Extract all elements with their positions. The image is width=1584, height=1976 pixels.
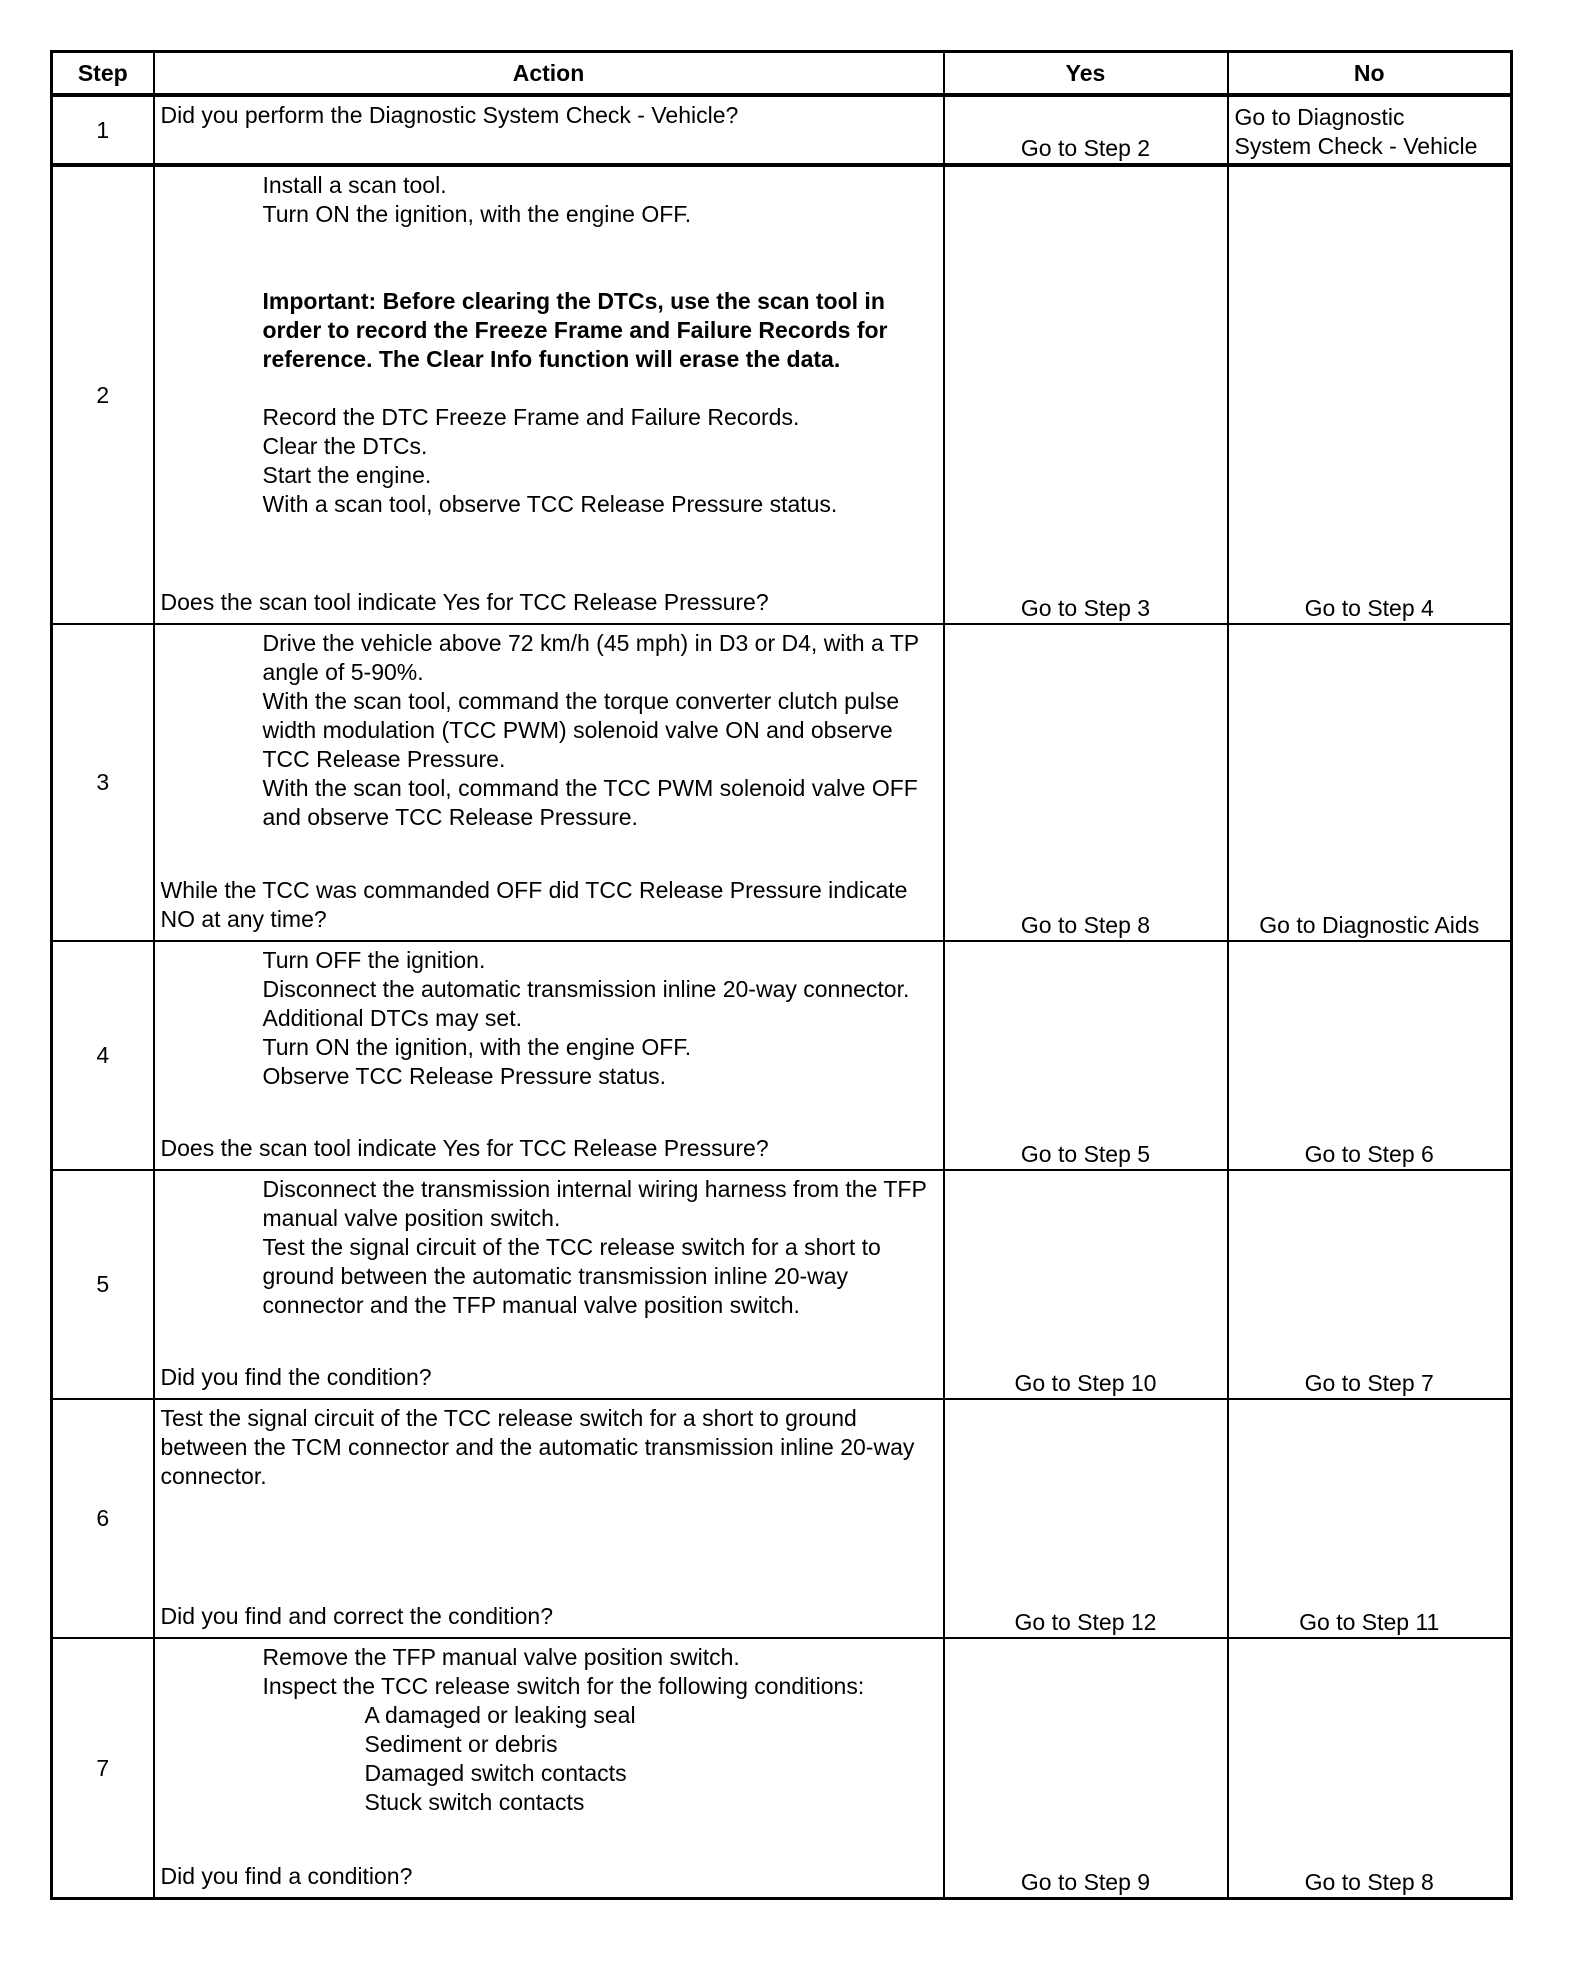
question-text: Does the scan tool indicate Yes for TCC Release Pressure? bbox=[160, 589, 769, 615]
step-number: 4 bbox=[52, 941, 154, 1170]
instruction-text: Test the signal circuit of the TCC release switch for a short to ground between the TCM connector and the automatic transmission inline 20-way connector. bbox=[160, 1405, 915, 1489]
no-cell: Go to Step 6 bbox=[1228, 941, 1512, 1170]
instruction-text: Test the signal circuit of the TCC release switch for a short to ground between the automatic transmission inline 20-way connector and the TFP manual valve position switch. bbox=[262, 1234, 881, 1318]
header-action: Action bbox=[154, 52, 944, 96]
header-row bbox=[52, 52, 1512, 96]
instruction-text: With a scan tool, observe TCC Release Pressure status. bbox=[262, 491, 838, 517]
instruction-text: Start the engine. bbox=[262, 462, 432, 488]
yes-cell: Go to Step 3 bbox=[944, 165, 1228, 624]
instruction-text: Drive the vehicle above 72 km/h (45 mph) in D3 or D4, with a TP angle of 5-90%. bbox=[262, 630, 919, 685]
question-text: Did you find and correct the condition? bbox=[160, 1603, 554, 1629]
yes-cell: Go to Step 9 bbox=[944, 1638, 1228, 1899]
instruction-text: Install a scan tool. bbox=[262, 172, 447, 198]
step-number: 6 bbox=[52, 1399, 154, 1638]
instruction-text: Observe TCC Release Pressure status. bbox=[262, 1063, 667, 1089]
instruction-text: Turn ON the ignition, with the engine OFF. bbox=[262, 201, 692, 227]
action-cell bbox=[154, 165, 944, 624]
no-cell: Go to Step 7 bbox=[1228, 1170, 1512, 1399]
condition-item: Damaged switch contacts bbox=[364, 1760, 627, 1786]
instruction-text: Turn ON the ignition, with the engine OFF. bbox=[262, 1034, 692, 1060]
table-row bbox=[52, 941, 1512, 1170]
question-text: Does the scan tool indicate Yes for TCC Release Pressure? bbox=[160, 1135, 769, 1161]
yes-cell: Go to Step 8 bbox=[944, 624, 1228, 941]
no-cell bbox=[1228, 95, 1512, 165]
action-cell bbox=[154, 941, 944, 1170]
instruction-text: Disconnect the automatic transmission inline 20-way connector. Additional DTCs may set. bbox=[262, 976, 910, 1031]
no-cell: Go to Step 11 bbox=[1228, 1399, 1512, 1638]
action-cell bbox=[154, 1399, 944, 1638]
header-step: Step bbox=[52, 52, 154, 96]
action-cell bbox=[154, 1170, 944, 1399]
question-text: Did you find the condition? bbox=[160, 1364, 432, 1390]
step-number: 5 bbox=[52, 1170, 154, 1399]
instruction-text: Turn OFF the ignition. bbox=[262, 947, 486, 973]
step-number: 2 bbox=[52, 165, 154, 624]
table-row bbox=[52, 624, 1512, 941]
no-cell: Go to Step 4 bbox=[1228, 165, 1512, 624]
no-cell: Go to Step 8 bbox=[1228, 1638, 1512, 1899]
question-text: Did you find a condition? bbox=[160, 1863, 413, 1889]
condition-item: Sediment or debris bbox=[364, 1731, 558, 1757]
table-row bbox=[52, 1638, 1512, 1899]
no-line-1: Go to Diagnostic bbox=[1234, 104, 1405, 130]
diagnostic-table bbox=[50, 50, 1513, 1900]
question-text: While the TCC was commanded OFF did TCC Release Pressure indicate NO at any time? bbox=[160, 877, 908, 932]
instruction-text: Inspect the TCC release switch for the following conditions: bbox=[262, 1673, 865, 1699]
table-row bbox=[52, 1170, 1512, 1399]
yes-cell: Go to Step 12 bbox=[944, 1399, 1228, 1638]
action-cell bbox=[154, 95, 944, 165]
yes-cell: Go to Step 2 bbox=[944, 95, 1228, 165]
no-cell: Go to Diagnostic Aids bbox=[1228, 624, 1512, 941]
instruction-text: Record the DTC Freeze Frame and Failure Records. bbox=[262, 404, 800, 430]
yes-cell: Go to Step 10 bbox=[944, 1170, 1228, 1399]
table-row bbox=[52, 165, 1512, 624]
condition-item: Stuck switch contacts bbox=[364, 1789, 585, 1815]
condition-item: A damaged or leaking seal bbox=[364, 1702, 636, 1728]
step-number: 7 bbox=[52, 1638, 154, 1899]
table-row bbox=[52, 95, 1512, 165]
instruction-text: With the scan tool, command the TCC PWM solenoid valve OFF and observe TCC Release Pressure. bbox=[262, 775, 918, 830]
question-text: Did you perform the Diagnostic System Check - Vehicle? bbox=[160, 102, 739, 128]
instruction-text: Remove the TFP manual valve position switch. bbox=[262, 1644, 740, 1670]
step-number: 3 bbox=[52, 624, 154, 941]
header-no: No bbox=[1228, 52, 1512, 96]
action-cell bbox=[154, 1638, 944, 1899]
instruction-text: With the scan tool, command the torque converter clutch pulse width modulation (TCC PWM) solenoid valve ON and observe TCC Release Pressure. bbox=[262, 688, 900, 772]
no-line-2: System Check - Vehicle bbox=[1234, 133, 1478, 159]
action-cell bbox=[154, 624, 944, 941]
instruction-text: Disconnect the transmission internal wiring harness from the TFP manual valve position switch. bbox=[262, 1176, 927, 1231]
step-number: 1 bbox=[52, 95, 154, 165]
header-yes: Yes bbox=[944, 52, 1228, 96]
yes-cell: Go to Step 5 bbox=[944, 941, 1228, 1170]
instruction-text: Clear the DTCs. bbox=[262, 433, 428, 459]
important-note: Important: Before clearing the DTCs, use the scan tool in order to record the Freeze Frame and Failure Records for reference. The Clear Info function will erase the data. bbox=[262, 288, 888, 372]
table-row bbox=[52, 1399, 1512, 1638]
